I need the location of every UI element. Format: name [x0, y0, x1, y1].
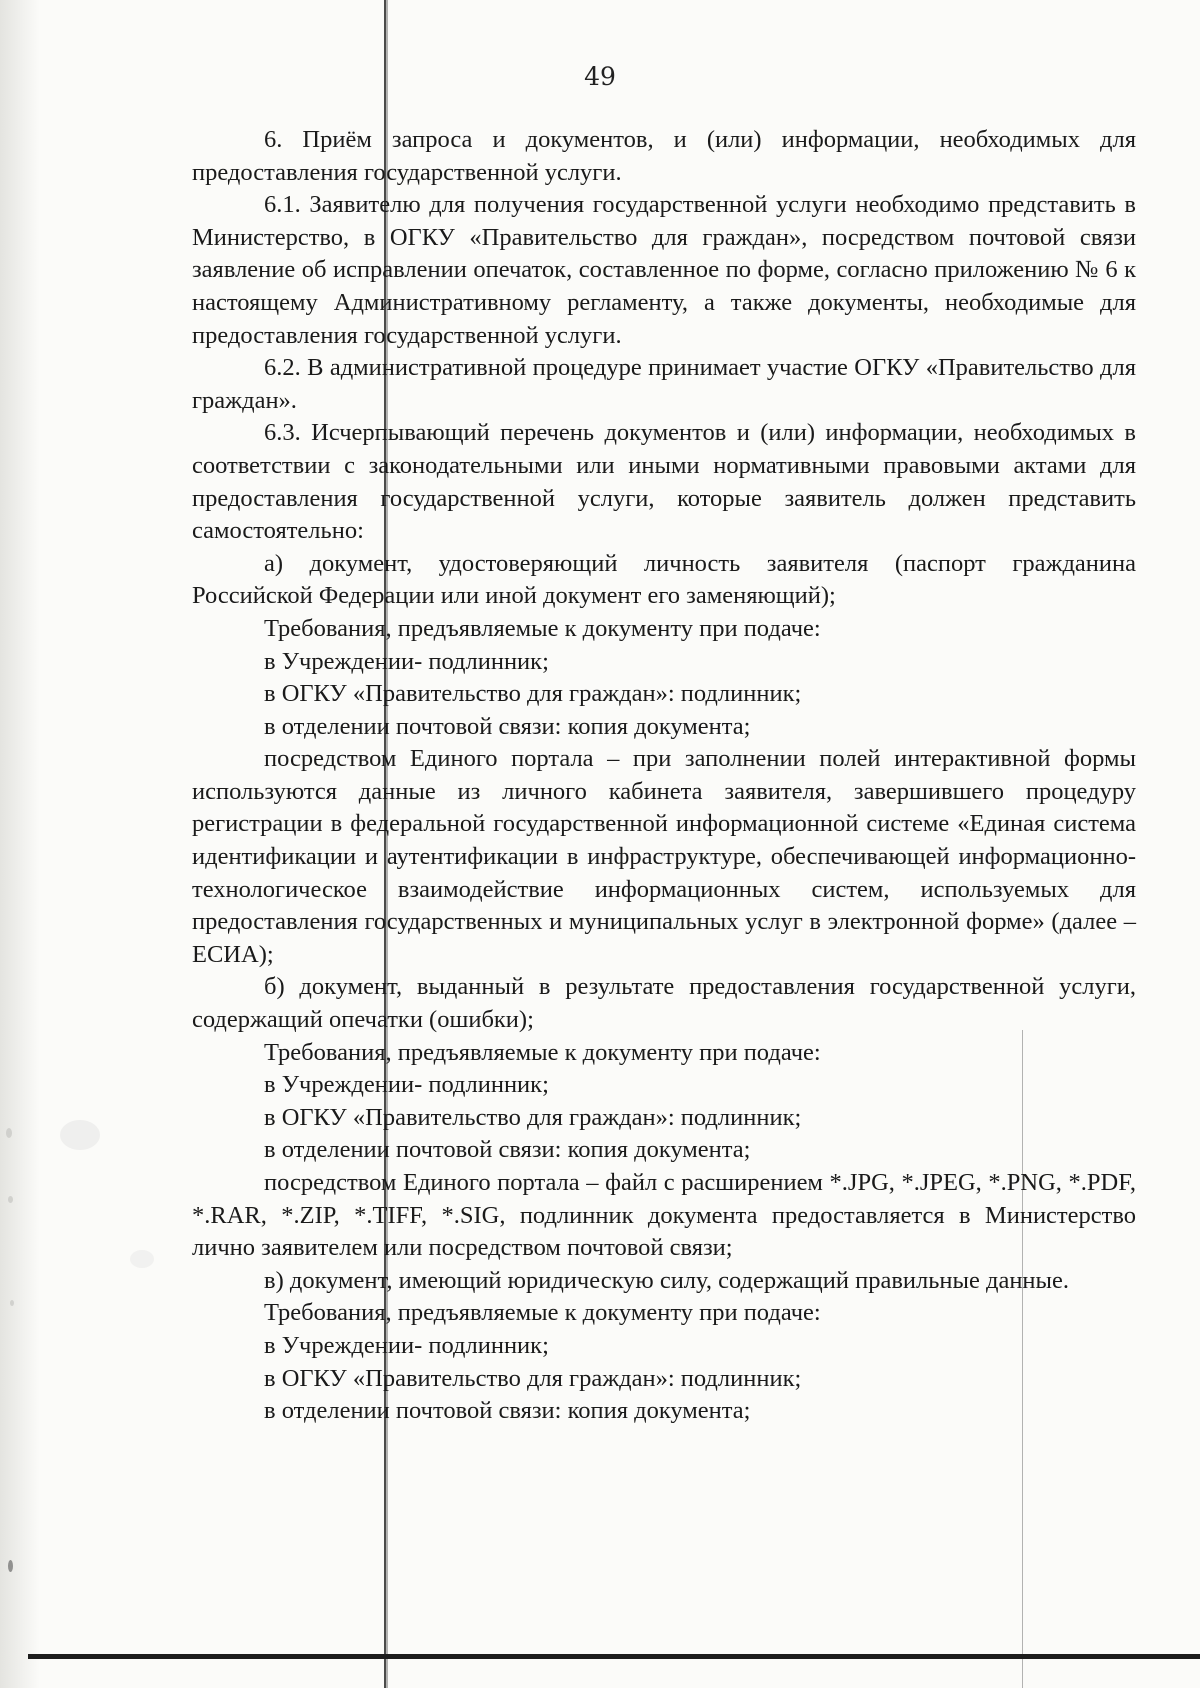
paragraph: 6.2. В административной процедуре принимает участие ОГКУ «Правительство для граждан».	[192, 354, 1136, 414]
scan-speckle	[10, 1300, 14, 1306]
scan-bottom-edge	[28, 1654, 1200, 1659]
paragraph: в отделении почтовой связи: копия документа;	[264, 1136, 751, 1164]
paragraph: в Учреждении- подлинник;	[264, 1331, 549, 1359]
paragraph: 6.3. Исчерпывающий перечень документов и (или) информации, необходимых в соответствии с законодательными или иными нормативными правовыми актами для предоставления государственной услуги, которые заявитель должен представить самостоятельно:	[192, 419, 1136, 545]
paragraph: в Учреждении- подлинник;	[264, 647, 549, 675]
scan-speckle	[130, 1250, 154, 1268]
scan-speckle	[60, 1120, 100, 1150]
document-body	[192, 124, 1136, 1428]
paragraph: б) документ, выданный в результате предоставления государственной услуги, содержащий опечатки (ошибки);	[192, 973, 1136, 1034]
paragraph: в ОГКУ «Правительство для граждан»: подлинник;	[264, 1364, 802, 1392]
scan-edge-shadow	[0, 0, 40, 1688]
scan-speckle	[6, 1128, 12, 1138]
paragraph: в ОГКУ «Правительство для граждан»: подлинник;	[264, 680, 802, 708]
paragraph: 6. Приём запроса и документов, и (или) информации, необходимых для предоставления государственной услуги.	[192, 126, 1136, 186]
paragraph: в отделении почтовой связи: копия документа;	[264, 1397, 751, 1425]
scan-speckle	[8, 1196, 13, 1203]
paragraph: Требования, предъявляемые к документу при подаче:	[264, 1038, 821, 1066]
page-number: 49	[584, 62, 616, 91]
paragraph: в отделении почтовой связи: копия документа;	[264, 712, 751, 740]
paragraph: Требования, предъявляемые к документу при подаче:	[264, 614, 821, 642]
paragraph: а) документ, удостоверяющий личность заявителя (паспорт гражданина Российской Федерации или иной документ его заменяющий);	[192, 549, 1136, 610]
paragraph: посредством Единого портала – при заполнении полей интерактивной формы используются данные из личного кабинета заявителя, завершившего процедуру регистрации в федеральной государственной информационной системе «Единая система идентификации и аутентификации в инфраструктуре, обеспечивающей информационно-технологическое взаимодействие информационных систем, используемых для предоставления государственных и муниципальных услуг в электронной форме» (далее – ЕСИА);	[192, 745, 1136, 968]
paragraph: посредством Единого портала – файл с расширением *.JPG, *.JPEG, *.PNG, *.PDF, *.RAR, *.ZIP, *.TIFF, *.SIG, подлинник документа предоставляется в Министерство лично заявителем или посредством почтовой связи;	[192, 1169, 1136, 1262]
paragraph: в Учреждении- подлинник;	[264, 1071, 549, 1099]
paragraph: 6.1. Заявителю для получения государственной услуги необходимо представить в Министерство, в ОГКУ «Правительство для граждан», посредством почтовой связи заявление об исправлении опечаток, составленное по форме, согласно приложению № 6 к настоящему Административному регламенту, а также документы, необходимые для предоставления государственной услуги.	[192, 191, 1136, 349]
scan-speckle	[8, 1560, 13, 1572]
paragraph: Требования, предъявляемые к документу при подаче:	[264, 1299, 821, 1327]
paragraph: в ОГКУ «Правительство для граждан»: подлинник;	[264, 1103, 802, 1131]
paragraph: в) документ, имеющий юридическую силу, содержащий правильные данные.	[264, 1266, 1070, 1294]
